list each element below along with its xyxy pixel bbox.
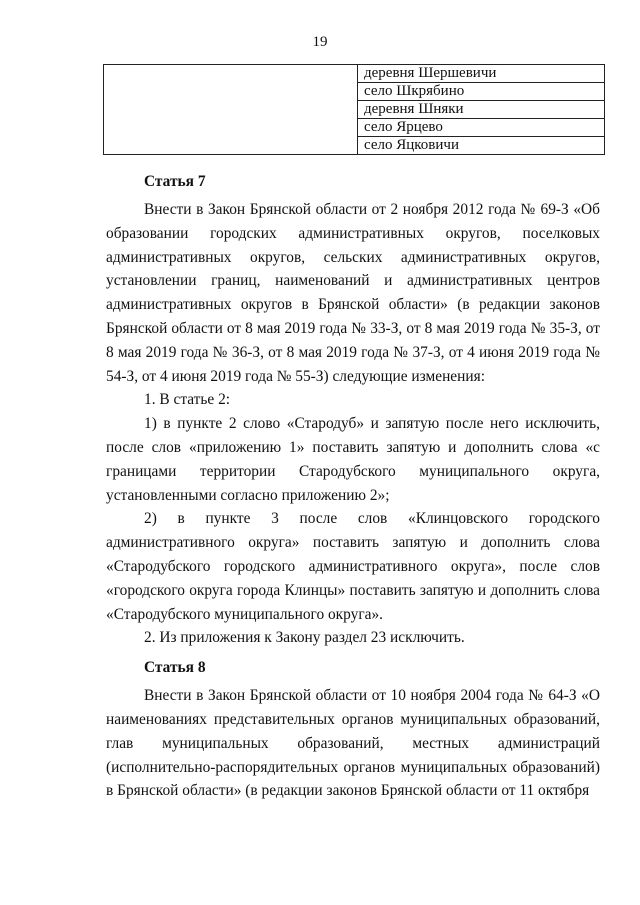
table-cell: деревня Шняки (358, 101, 605, 119)
article-7 (106, 170, 600, 803)
article-7-subitem-1: 1) в пункте 2 слово «Стародуб» и запятую после него исключить, после слов «приложению 1» поставить запятую и дополнить слова «с границами территории Стародубского муниципального округа, установленными согласно приложению 2»; (106, 415, 600, 504)
article-8-heading: Статья 8 (144, 659, 206, 677)
table-row (104, 65, 605, 83)
table-cell: село Ярцево (358, 119, 605, 137)
article-8-intro: Внести в Закон Брянской области от 10 ноября 2004 года № 64-З «О наименованиях представительных органов муниципальных образований, глав муниципальных образований, местных администраций (исполнительно-распорядительных органов муниципальных образований) в Брянской области» (в редакции законов Брянской области от 11 октября (106, 687, 600, 800)
article-7-item-1: 1. В статье 2: (144, 391, 231, 409)
table-cell-empty (104, 65, 358, 155)
settlements-table (103, 64, 605, 155)
table-cell: село Яцковичи (358, 137, 605, 155)
article-7-intro: Внести в Закон Брянской области от 2 ноября 2012 года № 69-З «Об образовании городских административных округов, поселковых административных округов, сельских административных округов, установлении границ, наименований и административных центров административных округов в Брянской области» (в редакции законов Брянской области от 8 мая 2019 года № 33-З, от 8 мая 2019 года № 35-З, от 8 мая 2019 года № 36-З, от 8 мая 2019 года № 37-З, от 4 июня 2019 года № 54-З, от 4 июня 2019 года № 55-З) следующие изменения: (106, 201, 600, 385)
article-7-subitem-2: 2) в пункте 3 после слов «Клинцовского городского административного округа» поставить запятую и дополнить слова «Стародубского городского административного округа», после слов «городского округа города Клинцы» поставить запятую и дополнить слова «Стародубского муниципального округа». (106, 510, 600, 623)
table-cell: деревня Шершевичи (358, 65, 605, 83)
article-7-item-2: 2. Из приложения к Закону раздел 23 исключить. (144, 629, 465, 647)
table-cell: село Шкрябино (358, 83, 605, 101)
article-7-heading: Статья 7 (144, 173, 206, 190)
page-number: 19 (312, 34, 328, 50)
